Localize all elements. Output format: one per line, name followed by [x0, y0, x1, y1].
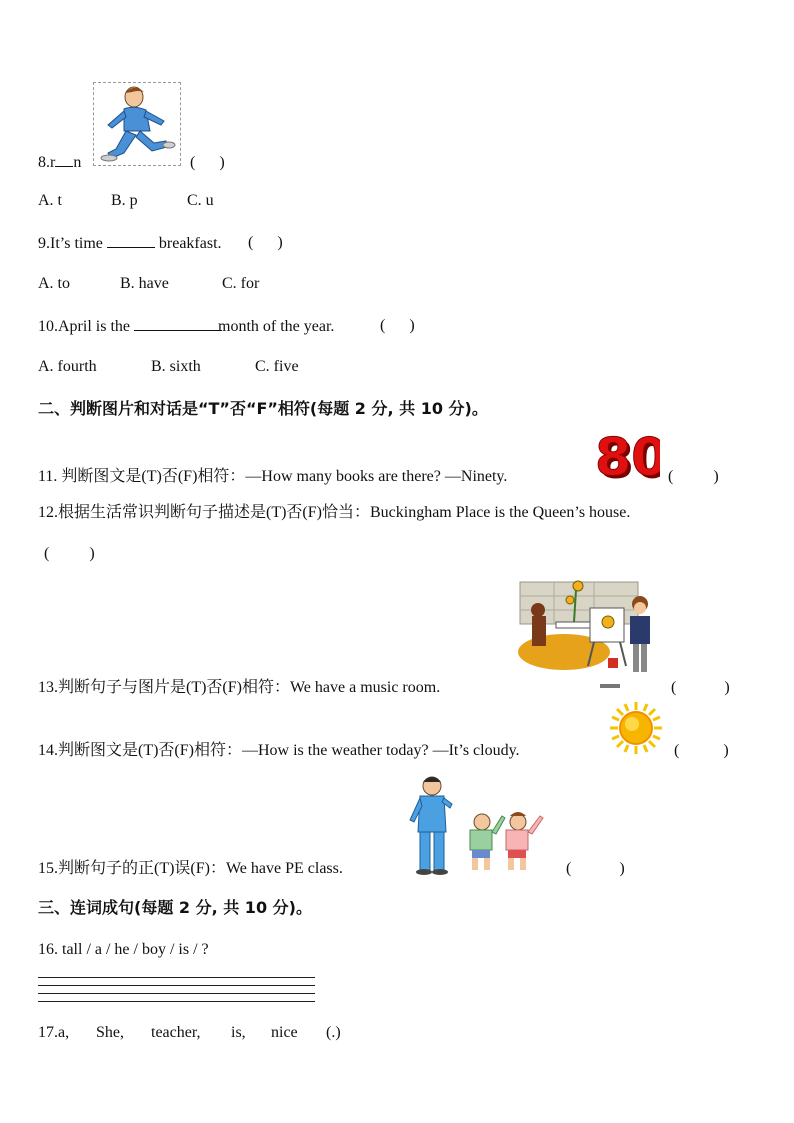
question-11-text: 11. 判断图文是(T)否(F)相符：—How many books are there? —Ninety.	[38, 468, 508, 485]
answer-blank[interactable]	[55, 152, 73, 167]
question-10-option-c: C. five	[255, 358, 299, 375]
question-15-answer-parens[interactable]: ( )	[566, 860, 625, 877]
question-13-answer-parens[interactable]: ( )	[671, 679, 730, 696]
answer-blank[interactable]	[107, 233, 155, 248]
art-room-image	[514, 574, 660, 694]
art-room-painting-icon	[514, 574, 660, 694]
sun-icon	[608, 700, 664, 756]
question-10-option-b: B. sixth	[151, 358, 201, 375]
number-80-shadow: 80	[598, 432, 660, 482]
question-9-option-a: A. to	[38, 275, 70, 292]
number-80-image	[594, 432, 660, 482]
question-10-option-a: A. fourth	[38, 358, 97, 375]
question-10-answer-parens[interactable]: ( )	[380, 317, 415, 334]
question-8-option-b: B. p	[111, 192, 138, 209]
question-10-after: month of the year.	[218, 318, 335, 335]
question-17-word: 17.a,	[38, 1024, 70, 1041]
question-9-before: 9.It’s time	[38, 235, 103, 252]
question-8-prefix: 8.r	[38, 154, 56, 171]
question-8-option-c: C. u	[187, 192, 214, 209]
question-17-word: is,	[231, 1024, 246, 1041]
question-11-answer-parens[interactable]: ( )	[668, 468, 719, 485]
section-3-title: 三、连词成句(每题 2 分, 共 10 分)。	[38, 898, 312, 917]
question-17-word: nice	[271, 1024, 298, 1041]
writing-line	[38, 1001, 315, 1002]
running-boy-image	[93, 82, 181, 166]
question-17-word: She,	[96, 1024, 124, 1041]
question-10-stem	[38, 316, 334, 337]
question-9-answer-parens[interactable]: ( )	[248, 234, 283, 251]
running-boy-icon	[94, 83, 180, 165]
question-9-stem	[38, 233, 222, 254]
question-13-text: 13.判断句子与图片是(T)否(F)相符：We have a music room.	[38, 679, 441, 696]
sun-image	[608, 700, 664, 756]
pe-class-icon	[406, 772, 550, 876]
question-12-text: 12.根据生活常识判断句子描述是(T)否(F)恰当：Buckingham Place is the Queen’s house.	[38, 504, 631, 521]
writing-line	[38, 993, 315, 994]
pe-class-image	[406, 772, 550, 876]
question-8-option-a: A. t	[38, 192, 62, 209]
writing-line	[38, 985, 315, 986]
question-15-text: 15.判断句子的正(T)误(F)：We have PE class.	[38, 860, 343, 877]
answer-blank[interactable]	[134, 316, 222, 331]
question-9-option-c: C. for	[222, 275, 260, 292]
question-9-option-b: B. have	[120, 275, 169, 292]
question-9-after: breakfast.	[158, 235, 222, 252]
question-10-before: 10.April is the	[38, 318, 130, 335]
question-14-answer-parens[interactable]: ( )	[674, 742, 729, 759]
number-80-text: 80	[595, 432, 660, 482]
question-8-stem	[38, 152, 81, 173]
question-14-text: 14.判断图文是(T)否(F)相符：—How is the weather today? —It’s cloudy.	[38, 742, 520, 759]
question-8-suffix: n	[73, 154, 82, 171]
question-17-word: (.)	[326, 1024, 341, 1041]
number-80-icon	[594, 432, 660, 482]
question-16-text: 16. tall / a / he / boy / is / ?	[38, 941, 209, 958]
section-2-title: 二、判断图片和对话是“T”否“F”相符(每题 2 分, 共 10 分)。	[38, 399, 488, 418]
question-17-word: teacher,	[151, 1024, 201, 1041]
question-8-answer-parens[interactable]: ( )	[190, 154, 225, 171]
writing-line	[38, 977, 315, 978]
question-12-answer-parens[interactable]: ( )	[44, 545, 95, 562]
